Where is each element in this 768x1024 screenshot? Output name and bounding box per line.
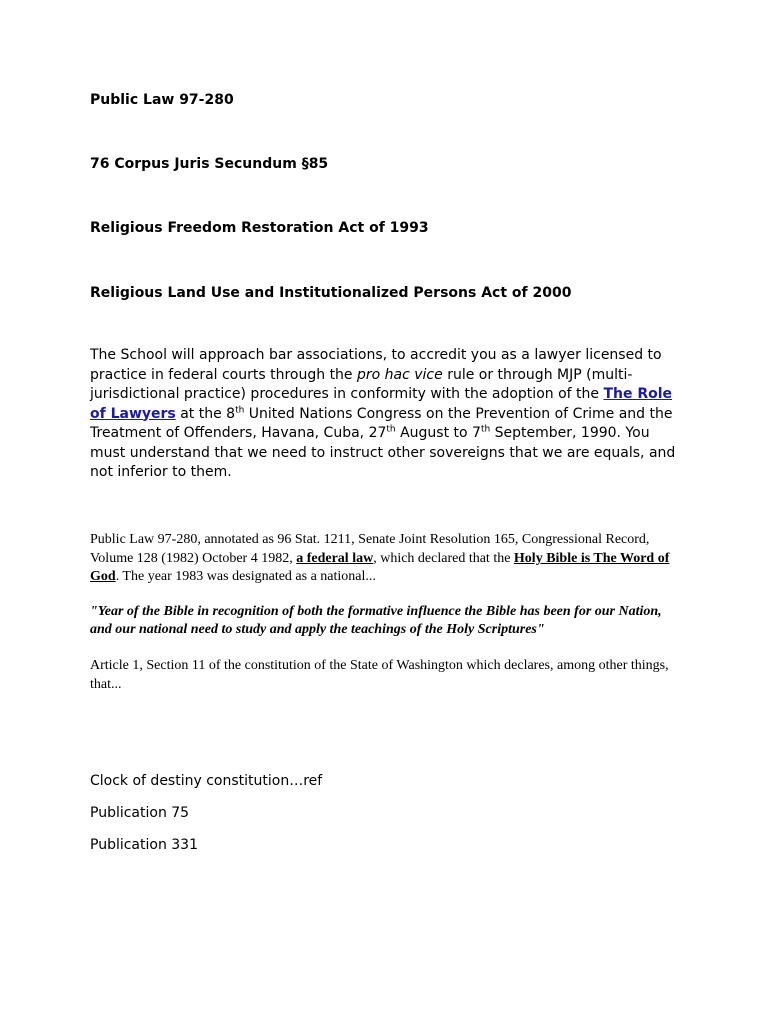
para1-sup-3: th [480, 424, 491, 435]
para1-text-1: The School will approach bar associations, to accredit you as a lawyer licensed to practice in federal courts through the [90, 347, 662, 383]
year-of-bible-quote: "Year of the Bible in recognition of both the formative influence the Bible has been for our Nation, and our national need to study and apply the teachings of the Holy Scriptures" [90, 604, 662, 637]
para1-text-3: at the 8 [175, 405, 236, 422]
federal-law-link[interactable]: a federal law [296, 550, 374, 566]
para2-text-1: Public Law 97-280, annotated as 96 Stat. 1211, Senate Joint Resolution 165, Congressional Record, Volume 128 (1982) October 4 1982, [90, 532, 650, 566]
washington-constitution-paragraph: Article 1, Section 11 of the constitution of the State of Washington which declares, among other things, that... [90, 658, 669, 692]
clock-of-destiny-line: Clock of destiny constitution…ref [90, 773, 323, 789]
heading-corpus-juris: 76 Corpus Juris Secundum §85 [90, 156, 329, 172]
para1-text-5: August to 7 [395, 425, 481, 441]
publication-331-line: Publication 331 [90, 837, 199, 853]
para1-text-2: rule or through MJP (multi-jurisdictional practice) procedures in conformity with the adoption of the [90, 366, 633, 402]
para2-text-2: , which declared that the [373, 550, 514, 566]
para1-sup-2: th [386, 424, 396, 435]
heading-rluipa: Religious Land Use and Institutionalized Persons Act of 2000 [90, 285, 572, 301]
heading-public-law: Public Law 97-280 [90, 92, 234, 108]
para1-text-4: United Nations Congress on the Prevention of Crime and the Treatment of Offenders, Havana, Cuba, 27 [90, 405, 673, 441]
holy-bible-link[interactable]: Holy Bible is The Word of God [90, 550, 670, 584]
para1-italic-term: pro hac vice [357, 366, 443, 383]
para1-sup-1: th [235, 404, 245, 415]
school-accreditation-paragraph [90, 346, 680, 483]
publication-75-line: Publication 75 [90, 805, 190, 821]
role-of-lawyers-link[interactable]: The Role of Lawyers [90, 386, 673, 422]
heading-rfra: Religious Freedom Restoration Act of 1993 [90, 220, 429, 236]
public-law-paragraph [90, 531, 675, 587]
para2-text-3: . The year 1983 was designated as a national... [115, 569, 376, 584]
para1-text-6: September, 1990. You must understand that we need to instruct other sovereigns that we are equals, and not inferior to them. [90, 425, 676, 480]
